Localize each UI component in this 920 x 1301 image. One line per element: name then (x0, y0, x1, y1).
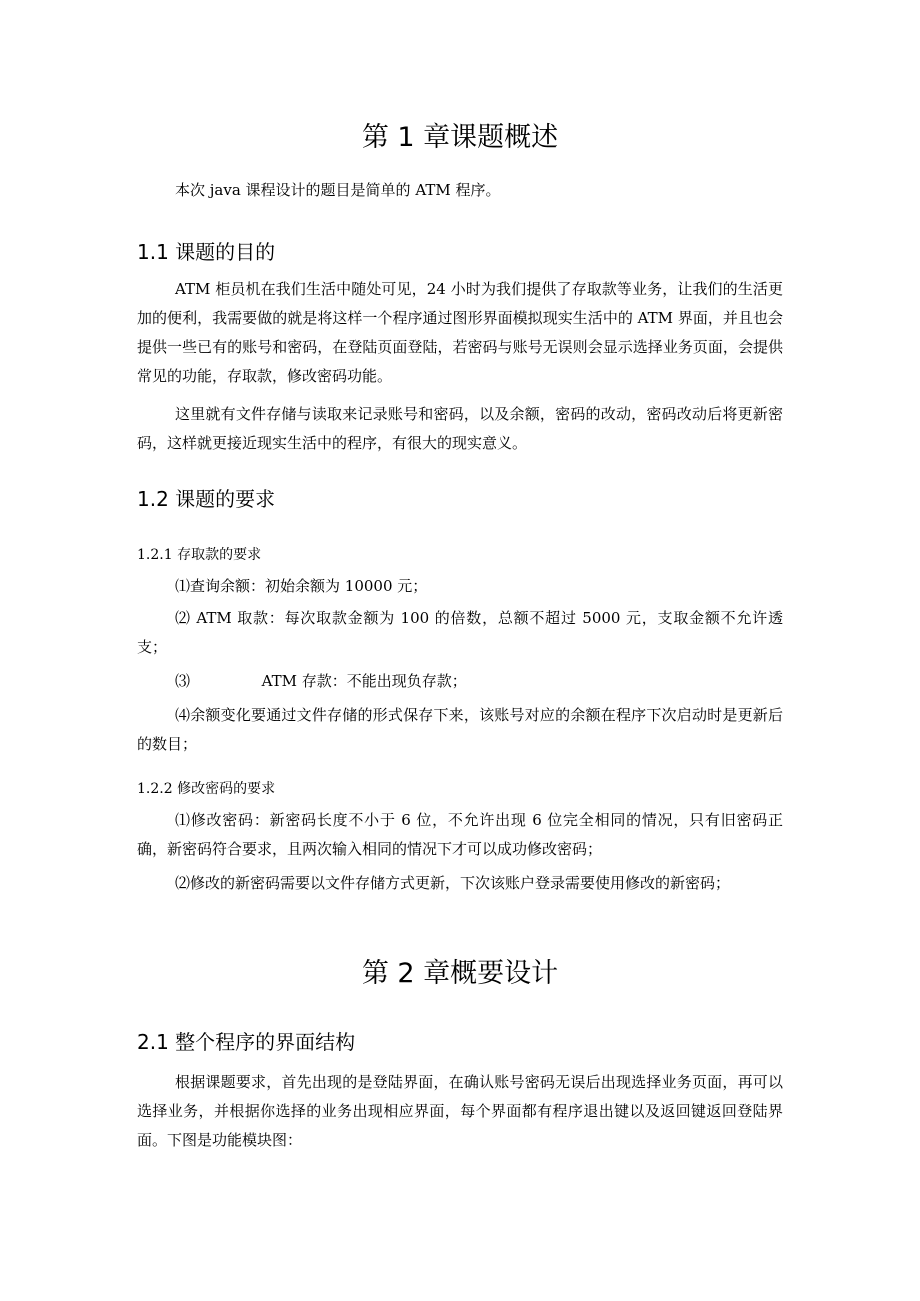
requirement-item-deposit-number: ⑶ (175, 672, 191, 690)
section-2-1-heading: 2.1 整个程序的界面结构 (137, 1030, 356, 1054)
chapter-1-title: 第 1 章课题概述 (361, 122, 559, 153)
chapter-2-title: 第 2 章概要设计 (361, 958, 559, 989)
requirement-item-deposit (175, 667, 467, 696)
section-2-1-paragraph-1: 根据课题要求，首先出现的是登陆界面，在确认账号密码无误后出现选择业务页面，再可以选择业务，并根据你选择的业务出现相应界面，每个界面都有程序退出键以及返回键返回登陆界面。下图是功能模块图： (137, 1073, 783, 1149)
requirement-item-password-storage: ⑵修改的新密码需要以文件存储方式更新，下次该账户登录需要使用修改的新密码； (175, 874, 731, 892)
chapter-1-intro: 本次 java 课程设计的题目是简单的 ATM 程序。 (175, 181, 501, 199)
section-1-1-heading: 1.1 课题的目的 (137, 240, 276, 264)
requirement-item-balance: ⑴查询余额：初始余额为 10000 元； (175, 577, 428, 595)
section-1-2-heading: 1.2 课题的要求 (137, 487, 276, 511)
requirement-item-change-password: ⑴修改密码：新密码长度不小于 6 位，不允许出现 6 位完全相同的情况，只有旧密码正确，新密码符合要求，且两次输入相同的情况下才可以成功修改密码； (137, 811, 783, 858)
section-1-1-paragraph-2: 这里就有文件存储与读取来记录账号和密码，以及余额，密码的改动，密码改动后将更新密码，这样就更接近现实生活中的程序，有很大的现实意义。 (137, 405, 783, 452)
requirement-item-deposit-text: ATM 存款：不能出现负存款； (261, 672, 467, 690)
section-1-1-paragraph-1: ATM 柜员机在我们生活中随处可见，24 小时为我们提供了存取款等业务，让我们的生活更加的便利，我需要做的就是将这样一个程序通过图形界面模拟现实生活中的 ATM 界面，并且也会提供一些已有的账号和密码，在登陆页面登陆，若密码与账号无误则会显示选择业务页面，会提供常见的功能，存取款，修改密码功能。 (137, 280, 783, 385)
requirement-item-persistence: ⑷余额变化要通过文件存储的形式保存下来，该账号对应的余额在程序下次启动时是更新后的数目； (137, 706, 783, 753)
subsection-1-2-1-heading: 1.2.1 存取款的要求 (137, 547, 262, 563)
requirement-item-withdraw: ⑵ ATM 取款：每次取款金额为 100 的倍数，总额不超过 5000 元，支取金额不允许透支； (137, 609, 783, 656)
subsection-1-2-2-heading: 1.2.2 修改密码的要求 (137, 781, 276, 797)
